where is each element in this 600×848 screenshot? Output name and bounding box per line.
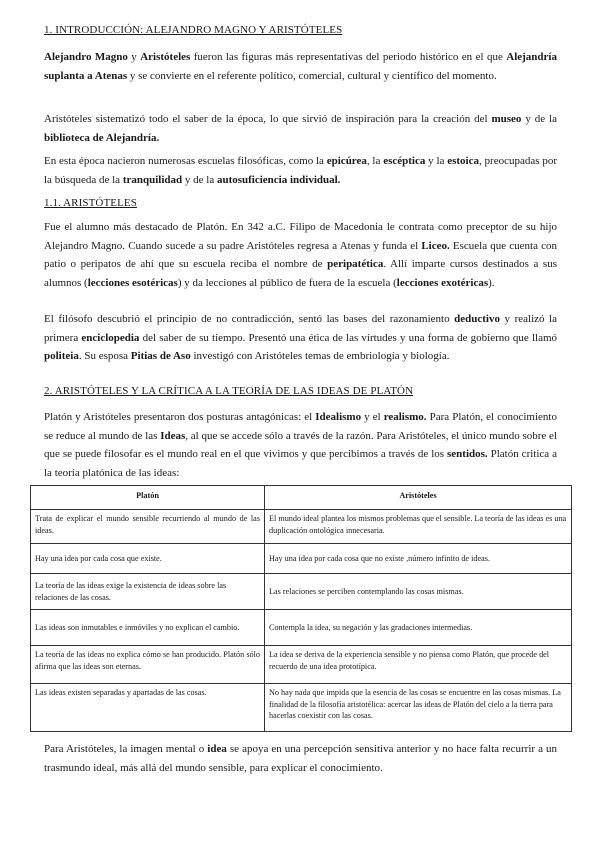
table-cell: No hay nada que impida que la esencia de las cosas se encuentre en las cosas mismas. La finalidad de la filosofía aristotélica: acercar las ideas de Platón del cielo a la tierra para hacerlas coexistir con las cosas.	[265, 684, 572, 732]
comparison-table	[30, 485, 572, 732]
section-heading-critica: 2. ARISTÓTELES Y LA CRÍTICA A LA TEORÍA DE LAS IDEAS DE PLATÓN	[44, 385, 414, 397]
paragraph-sistematizo: Aristóteles sistematizó todo el saber de la época, lo que sirvió de inspiración para la creación del museo y de la biblioteca de Alejandría.	[44, 113, 557, 144]
table-cell: Hay una idea por cada cosa que existe.	[31, 544, 265, 574]
paragraph-conclusion: Para Aristóteles, la imagen mental o idea se apoya en una percepción sensitiva anterior y no hace falta recurrir a un trasmundo ideal, más allá del mundo sensible, para explicar el conocimiento.	[44, 743, 557, 774]
table-header-aristoteles: Aristóteles	[265, 486, 572, 510]
table-cell: Hay una idea por cada cosa que no existe ,número infinito de ideas.	[265, 544, 572, 574]
paragraph-biografia: Fue el alumno más destacado de Platón. En 342 a.C. Filipo de Macedonia le contrata como preceptor de su hijo Alejandro Magno. Cuando sucede a su padre Aristóteles regresa a Atenas y funda el Liceo. Escuela que cuenta con patio o peripatos de ahí que su escuela reciba el nombre de peripatética. Allí imparte cursos destinados a sus alumnos (lecciones esotéricas) y da lecciones al público de fuera de la escuela (lecciones exotéricas).	[44, 221, 557, 289]
table-row	[31, 544, 572, 574]
table-row	[31, 684, 572, 732]
table-cell: Las ideas son inmutables e inmóviles y no explican el cambio.	[31, 610, 265, 646]
table-row	[31, 646, 572, 684]
table-cell: La teoría de las ideas no explica cómo se han producido. Platón sólo afirma que las ideas son eternas.	[31, 646, 265, 684]
table-row	[31, 610, 572, 646]
table-header-row	[31, 486, 572, 510]
table-header-platon: Platón	[31, 486, 265, 510]
table-cell: Trata de explicar el mundo sensible recurriendo al mundo de las ideas.	[31, 510, 265, 544]
section-heading-introduccion: 1. INTRODUCCIÓN: ALEJANDRO MAGNO Y ARISTÓTELES	[44, 24, 343, 36]
table-cell: La teoría de las ideas exige la existencia de ideas sobre las relaciones de las cosas.	[31, 574, 265, 610]
table-cell: La idea se deriva de la experiencia sensible y no piensa como Platón, que procede del recuerdo de una idea prototípica.	[265, 646, 572, 684]
paragraph-intro: Alejandro Magno y Aristóteles fueron las figuras más representativas del periodo histórico en el que Alejandría suplanta a Atenas y se convierte en el referente político, comercial, cultural y científico del momento.	[44, 51, 557, 82]
table-cell: Contempla la idea, su negación y las gradaciones intermedias.	[265, 610, 572, 646]
paragraph-escuelas: En esta época nacieron numerosas escuelas filosóficas, como la epicúrea, la escéptica y la estoica, preocupadas por la búsqueda de la tranquilidad y de la autosuficiencia individual.	[44, 155, 557, 186]
paragraph-aportaciones: El filósofo descubrió el principio de no contradicción, sentó las bases del razonamiento deductivo y realizó la primera enciclopedia del saber de su tiempo. Presentó una ética de las virtudes y una forma de gobierno que llamó politeia. Su esposa Pitias de Aso investigó con Aristóteles temas de embriología y biología.	[44, 313, 558, 363]
table-cell: Las relaciones se perciben contemplando las cosas mismas.	[265, 574, 572, 610]
table-cell: El mundo ideal plantea los mismos problemas que el sensible. La teoría de las ideas es una duplicación ontológica innecesaria.	[265, 510, 572, 544]
table-row	[31, 574, 572, 610]
paragraph-posturas: Platón y Aristóteles presentaron dos posturas antagónicas: el Idealismo y el realismo. Para Platón, el conocimiento se reduce al mundo de las Ideas, al que se accede sólo a través de la razón. Para Aristóteles, el único mundo sobre el que se puede filosofar es el mundo real en el que vivimos y que percibimos a través de los sentidos. Platón critica a la teoría platónica de las ideas:	[44, 411, 557, 479]
table-row	[31, 510, 572, 544]
section-heading-aristoteles: 1.1. ARISTÓTELES	[44, 197, 137, 209]
table-cell: Las ideas existen separadas y apartadas de las cosas.	[31, 684, 265, 732]
